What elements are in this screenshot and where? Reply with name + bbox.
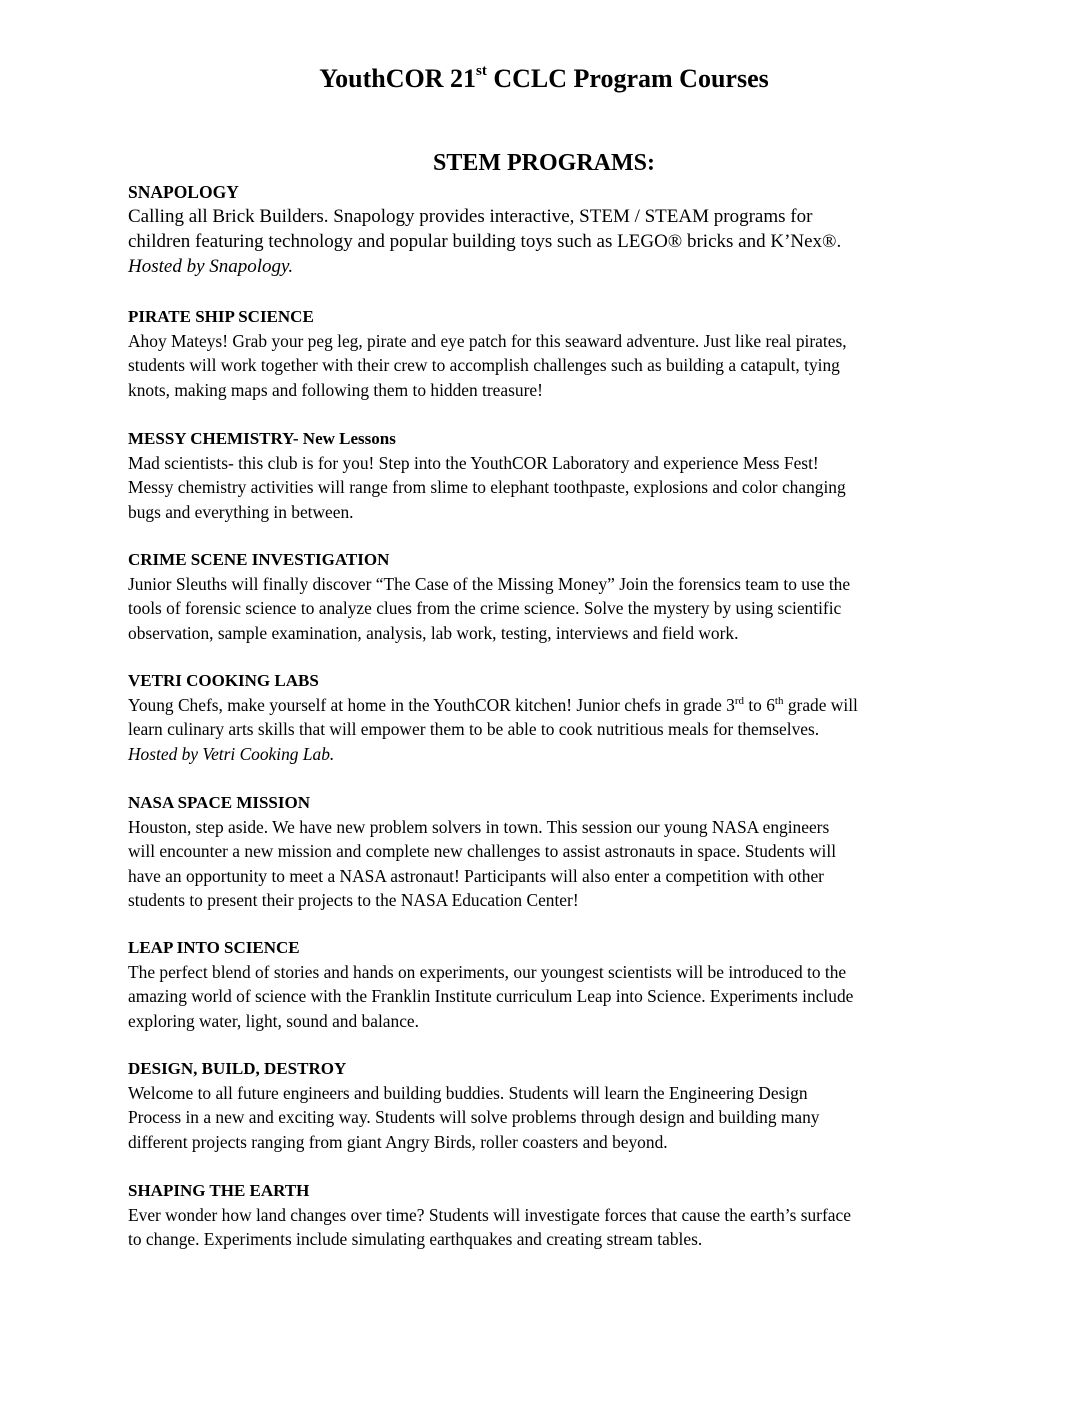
course-name: NASA SPACE MISSION [128,793,311,812]
description-line: Mad scientists- this club is for you! Step into the YouthCOR Laboratory and experience Mess Fest! [128,453,819,473]
course-leap-into-science [128,936,978,1033]
title-superscript: st [476,63,487,80]
description-line: Junior Sleuths will finally discover “The Case of the Missing Money” Join the forensics team to use the [128,574,851,594]
course-design-build-destroy [128,1057,978,1154]
description-line: to change. Experiments include simulating earthquakes and creating stream tables. [128,1229,703,1250]
course-description [128,815,978,912]
description-line: Ever wonder how land changes over time? Students will investigate forces that cause the earth’s surface [128,1205,851,1225]
course-name: VETRI COOKING LABS [128,671,319,690]
course-description [128,693,978,766]
description-line: Ahoy Mateys! Grab your peg leg, pirate and eye patch for this seaward adventure. Just like real pirates, [128,331,847,351]
description-line: have an opportunity to meet a NASA astronaut! Participants will also enter a competition with other [128,865,824,886]
description-line: learn culinary arts skills that will empower them to be able to cook nutritious meals for themselves. [128,719,820,740]
course-snapology [128,180,978,279]
description-line: students will work together with their crew to accomplish challenges such as building a catapult, tying [128,355,840,376]
description-line: Messy chemistry activities will range from slime to elephant toothpaste, explosions and color changing [128,477,846,498]
course-description [128,329,978,402]
grade-superscript: th [774,695,784,708]
description-line: The perfect blend of stories and hands on experiments, our youngest scientists will be introduced to the [128,962,847,982]
document-title [0,62,1088,96]
course-description [128,960,978,1033]
course-name: LEAP INTO SCIENCE [128,938,300,957]
course-name: SNAPOLOGY [128,182,239,202]
course-credit: Hosted by Vetri Cooking Lab. [128,743,335,764]
title-main: YouthCOR 21 [319,64,477,93]
description-text: to 6 [744,695,775,715]
description-line: amazing world of science with the Franklin Institute curriculum Leap into Science. Experiments include [128,986,854,1007]
description-line: observation, sample examination, analysis, lab work, testing, interviews and field work. [128,622,739,643]
description-line: students to present their projects to the NASA Education Center! [128,889,579,910]
course-description [128,204,978,279]
description-line: Calling all Brick Builders. Snapology provides interactive, STEM / STEAM programs for [128,206,813,227]
description-text: grade will [783,695,858,715]
course-description [128,451,978,524]
description-line: knots, making maps and following them to hidden treasure! [128,379,543,400]
course-vetri-cooking-labs [128,669,978,766]
description-line: Welcome to all future engineers and building buddies. Students will learn the Engineering Design [128,1083,808,1103]
title-rest: CCLC Program Courses [486,64,769,93]
course-name: MESSY CHEMISTRY- New Lessons [128,429,396,448]
description-line: children featuring technology and popular building toys such as LEGO® bricks and K’Nex®. [128,231,842,252]
course-description [128,572,978,645]
description-line: different projects ranging from giant Angry Birds, roller coasters and beyond. [128,1131,668,1152]
course-name: SHAPING THE EARTH [128,1181,310,1200]
course-description [128,1081,978,1154]
course-messy-chemistry [128,427,978,524]
course-nasa-space-mission [128,791,978,912]
course-crime-scene-investigation [128,548,978,645]
course-shaping-the-earth [128,1179,978,1252]
course-name: PIRATE SHIP SCIENCE [128,307,314,326]
course-credit: Hosted by Snapology. [128,256,294,277]
description-line: Process in a new and exciting way. Students will solve problems through design and building many [128,1107,820,1128]
course-name: DESIGN, BUILD, DESTROY [128,1059,347,1078]
description-line: tools of forensic science to analyze clues from the crime science. Solve the mystery by using scientific [128,598,842,619]
course-name: CRIME SCENE INVESTIGATION [128,550,390,569]
description-line [128,693,978,717]
description-line: Houston, step aside. We have new problem solvers in town. This session our young NASA engineers [128,817,830,837]
section-heading: STEM PROGRAMS: [433,150,655,176]
course-description [128,1203,978,1252]
course-pirate-ship-science [128,305,978,402]
description-line: exploring water, light, sound and balance. [128,1010,419,1031]
grade-superscript: rd [734,695,744,708]
description-text: Young Chefs, make yourself at home in the YouthCOR kitchen! Junior chefs in grade 3 [128,695,735,715]
description-line: will encounter a new mission and complete new challenges to assist astronauts in space. Students will [128,841,837,862]
description-line: bugs and everything in between. [128,501,354,522]
